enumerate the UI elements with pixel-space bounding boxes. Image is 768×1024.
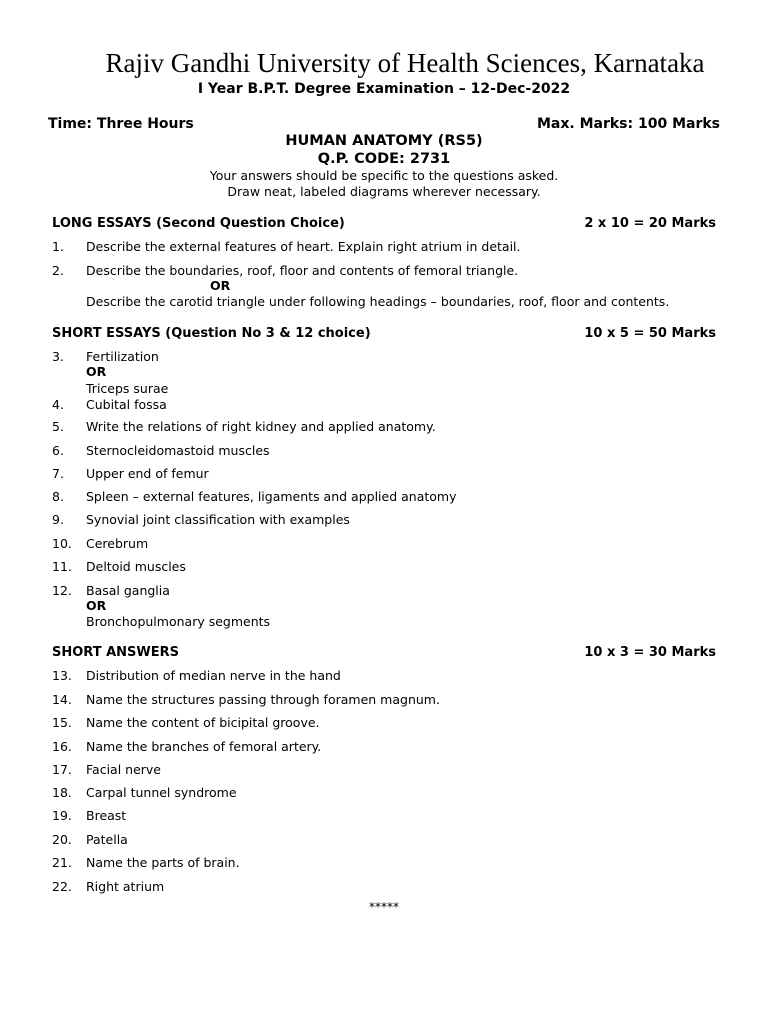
section-marks-long-essays: 2 x 10 = 20 Marks (584, 216, 716, 231)
question-text: Basal ganglia (86, 583, 170, 598)
question-number: 11. (52, 559, 72, 574)
question-text: Distribution of median nerve in the hand (86, 668, 341, 683)
question-number: 8. (52, 489, 64, 504)
question-text: Fertilization (86, 349, 159, 364)
instruction-line: Your answers should be specific to the questions asked. (209, 168, 559, 183)
question-text: Upper end of femur (86, 466, 209, 481)
question-text: Describe the external features of heart. Explain right atrium in detail. (86, 239, 521, 254)
question-number: 6. (52, 443, 64, 458)
question-text: Name the branches of femoral artery. (86, 739, 322, 754)
question-text: Describe the boundaries, roof, floor and contents of femoral triangle. (86, 263, 519, 278)
university-title: Rajiv Gandhi University of Health Sciences, Karnataka (105, 48, 705, 78)
question-number: 5. (52, 419, 64, 434)
question-number: 14. (52, 692, 72, 707)
question-text: Cubital fossa (86, 397, 167, 412)
question-text: Deltoid muscles (86, 559, 186, 574)
exam-title: I Year B.P.T. Degree Examination – 12-Dec-2022 (197, 81, 571, 97)
question-number: 12. (52, 583, 72, 598)
question-text: Spleen – external features, ligaments and applied anatomy (86, 489, 457, 504)
question-text: Write the relations of right kidney and applied anatomy. (86, 419, 436, 434)
question-number: 7. (52, 466, 64, 481)
section-title-long-essays: LONG ESSAYS (Second Question Choice) (52, 216, 345, 231)
question-text: Name the parts of brain. (86, 855, 240, 870)
question-alternative: Triceps surae (86, 381, 169, 396)
question-text: Synovial joint classification with examples (86, 512, 350, 527)
qp-code: Q.P. CODE: 2731 (317, 151, 451, 167)
question-number: 2. (52, 263, 64, 278)
question-text: Name the structures passing through foramen magnum. (86, 692, 440, 707)
question-text: Breast (86, 808, 127, 823)
question-number: 21. (52, 855, 72, 870)
question-number: 4. (52, 397, 64, 412)
end-of-paper-marker: ***** (369, 900, 399, 914)
section-title-short-essays: SHORT ESSAYS (Question No 3 & 12 choice) (52, 326, 371, 341)
question-number: 13. (52, 668, 72, 683)
max-marks: Max. Marks: 100 Marks (536, 116, 720, 132)
or-choice: OR (210, 278, 231, 293)
question-number: 15. (52, 715, 72, 730)
question-alternative: Bronchopulmonary segments (86, 614, 271, 629)
or-choice: OR (86, 598, 107, 613)
or-choice: OR (86, 364, 107, 379)
question-text: Carpal tunnel syndrome (86, 785, 237, 800)
question-text: Cerebrum (86, 536, 149, 551)
question-number: 16. (52, 739, 72, 754)
question-number: 19. (52, 808, 72, 823)
subject-title: HUMAN ANATOMY (RS5) (285, 133, 483, 149)
question-text: Facial nerve (86, 762, 161, 777)
section-title-short-answers: SHORT ANSWERS (52, 645, 180, 660)
question-text: Right atrium (86, 879, 165, 894)
question-number: 20. (52, 832, 72, 847)
question-number: 10. (52, 536, 72, 551)
question-number: 18. (52, 785, 72, 800)
question-number: 1. (52, 239, 64, 254)
section-marks-short-essays: 10 x 5 = 50 Marks (584, 326, 716, 341)
question-number: 9. (52, 512, 64, 527)
question-number: 22. (52, 879, 72, 894)
question-number: 3. (52, 349, 64, 364)
question-alternative: Describe the carotid triangle under following headings – boundaries, roof, floor and contents. (86, 294, 670, 309)
exam-duration: Time: Three Hours (48, 116, 194, 132)
question-number: 17. (52, 762, 72, 777)
question-text: Name the content of bicipital groove. (86, 715, 320, 730)
question-text: Sternocleidomastoid muscles (86, 443, 270, 458)
instruction-line: Draw neat, labeled diagrams wherever necessary. (227, 184, 541, 199)
section-marks-short-answers: 10 x 3 = 30 Marks (584, 645, 716, 660)
question-text: Patella (86, 832, 128, 847)
